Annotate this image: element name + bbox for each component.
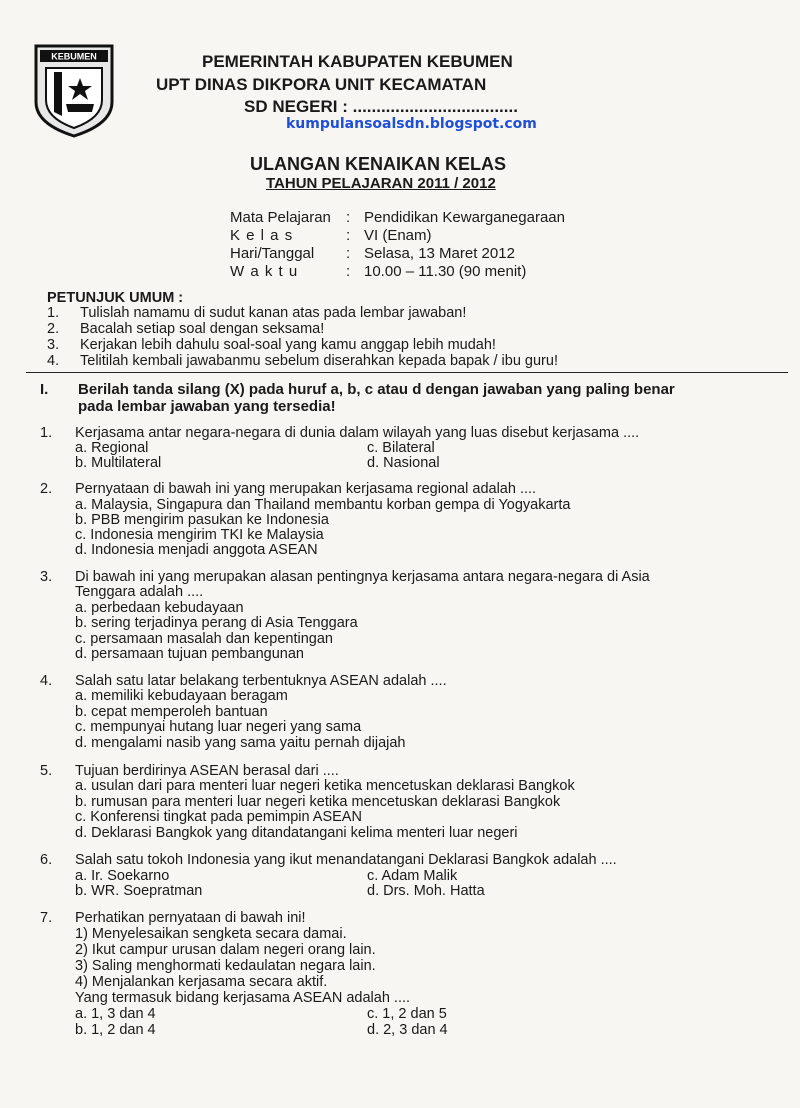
option-a: a. 1, 3 dan 4: [75, 1006, 156, 1022]
option-d: d. mengalami nasib yang sama yaitu pernah dijajah: [75, 735, 406, 751]
subject-label: Mata Pelajaran: [230, 209, 331, 226]
date-value: Selasa, 13 Maret 2012: [364, 245, 515, 262]
instruction-text: Bacalah setiap soal dengan seksama!: [80, 321, 325, 337]
question-text: Tujuan berdirinya ASEAN berasal dari ....: [75, 763, 339, 779]
option-b: b. Multilateral: [75, 455, 162, 471]
time-label: W a k t u: [230, 263, 299, 280]
colon: :: [346, 209, 351, 226]
question-text: Perhatikan pernyataan di bawah ini!: [75, 910, 306, 926]
option-a: a. Malaysia, Singapura dan Thailand membantu korban gempa di Yogyakarta: [75, 497, 571, 513]
question-number: 7.: [40, 910, 53, 926]
class-label: K e l a s: [230, 227, 294, 244]
instruction-num: 4.: [47, 353, 60, 369]
option-c: c. Indonesia mengirim TKI ke Malaysia: [75, 527, 324, 543]
time-value: 10.00 – 11.30 (90 menit): [364, 263, 527, 280]
section-number: I.: [40, 381, 49, 398]
instruction-text: Kerjakan lebih dahulu soal-soal yang kamu anggap lebih mudah!: [80, 337, 496, 353]
colon: :: [346, 227, 351, 244]
instruction-num: 1.: [47, 305, 60, 321]
exam-title: ULANGAN KENAIKAN KELAS: [250, 154, 506, 174]
option-a: a. perbedaan kebudayaan: [75, 600, 244, 616]
option-a: a. memiliki kebudayaan beragam: [75, 688, 288, 704]
question-text: Pernyataan di bawah ini yang merupakan kerjasama regional adalah ....: [75, 481, 537, 497]
divider: [26, 372, 788, 373]
option-c: c. mempunyai hutang luar negeri yang sama: [75, 719, 362, 735]
option-d: d. persamaan tujuan pembangunan: [75, 646, 304, 662]
statement-4: 4) Menjalankan kerjasama secara aktif.: [75, 974, 328, 990]
section-instruction-cont: pada lembar jawaban yang tersedia!: [78, 398, 336, 415]
question-text: Kerjasama antar negara-negara di dunia dalam wilayah yang luas disebut kerjasama ....: [75, 425, 640, 441]
department-name: UPT DINAS DIKPORA UNIT KECAMATAN: [156, 75, 487, 94]
option-b: b. rumusan para menteri luar negeri ketika mencetuskan deklarasi Bangkok: [75, 794, 561, 810]
logo-text: KEBUMEN: [51, 51, 97, 62]
colon: :: [346, 245, 351, 262]
question-number: 3.: [40, 569, 53, 585]
option-b: b. 1, 2 dan 4: [75, 1022, 156, 1038]
option-b: b. WR. Soepratman: [75, 883, 203, 899]
section-instruction: Berilah tanda silang (X) pada huruf a, b, c atau d dengan jawaban yang paling benar: [78, 381, 675, 398]
statement-2: 2) Ikut campur urusan dalam negeri orang lain.: [75, 942, 376, 958]
instruction-num: 3.: [47, 337, 60, 353]
question-text: Salah satu latar belakang terbentuknya ASEAN adalah ....: [75, 673, 447, 689]
blog-watermark: kumpulansoalsdn.blogspot.com: [286, 116, 537, 132]
instructions-heading: PETUNJUK UMUM :: [47, 290, 184, 306]
option-c: c. Bilateral: [367, 440, 435, 456]
subject-value: Pendidikan Kewarganegaraan: [364, 209, 565, 226]
class-value: VI (Enam): [364, 227, 432, 244]
academic-year: TAHUN PELAJARAN 2011 / 2012: [266, 175, 496, 192]
question-number: 4.: [40, 673, 53, 689]
option-b: b. sering terjadinya perang di Asia Tenggara: [75, 615, 358, 631]
question-text: Di bawah ini yang merupakan alasan pentingnya kerjasama antara negara-negara di Asia: [75, 569, 650, 585]
option-c: c. 1, 2 dan 5: [367, 1006, 447, 1022]
option-d: d. Deklarasi Bangkok yang ditandatangani kelima menteri luar negeri: [75, 825, 518, 841]
government-name: PEMERINTAH KABUPATEN KEBUMEN: [202, 52, 513, 71]
option-a: a. usulan dari para menteri luar negeri ketika mencetuskan deklarasi Bangkok: [75, 778, 575, 794]
date-label: Hari/Tanggal: [230, 245, 315, 262]
question-text: Salah satu tokoh Indonesia yang ikut menandatangani Deklarasi Bangkok adalah ....: [75, 852, 617, 868]
statement-1: 1) Menyelesaikan sengketa secara damai.: [75, 926, 347, 942]
option-c: c. Konferensi tingkat pada pemimpin ASEAN: [75, 809, 362, 825]
kebumen-coat-of-arms: [32, 42, 116, 138]
option-d: d. Indonesia menjadi anggota ASEAN: [75, 542, 318, 558]
statement-3: 3) Saling menghormati kedaulatan negara lain.: [75, 958, 376, 974]
instruction-text: Tulislah namamu di sudut kanan atas pada lembar jawaban!: [80, 305, 467, 321]
option-a: a. Regional: [75, 440, 149, 456]
option-c: c. persamaan masalah dan kepentingan: [75, 631, 333, 647]
option-b: b. cepat memperoleh bantuan: [75, 704, 268, 720]
colon: :: [346, 263, 351, 280]
school-name-field: SD NEGERI : ...................................: [244, 97, 518, 116]
option-d: d. Nasional: [367, 455, 440, 471]
option-a: a. Ir. Soekarno: [75, 868, 170, 884]
question-number: 2.: [40, 481, 53, 497]
option-c: c. Adam Malik: [367, 868, 458, 884]
option-d: d. Drs. Moh. Hatta: [367, 883, 485, 899]
question-number: 6.: [40, 852, 53, 868]
question-text-cont: Tenggara adalah ....: [75, 584, 204, 600]
instruction-text: Telitilah kembali jawabanmu sebelum diserahkan kepada bapak / ibu guru!: [80, 353, 558, 369]
question-number: 5.: [40, 763, 53, 779]
question-number: 1.: [40, 425, 53, 441]
option-d: d. 2, 3 dan 4: [367, 1022, 448, 1038]
instruction-num: 2.: [47, 321, 60, 337]
option-b: b. PBB mengirim pasukan ke Indonesia: [75, 512, 329, 528]
question-text-cont: Yang termasuk bidang kerjasama ASEAN adalah ....: [75, 990, 411, 1006]
